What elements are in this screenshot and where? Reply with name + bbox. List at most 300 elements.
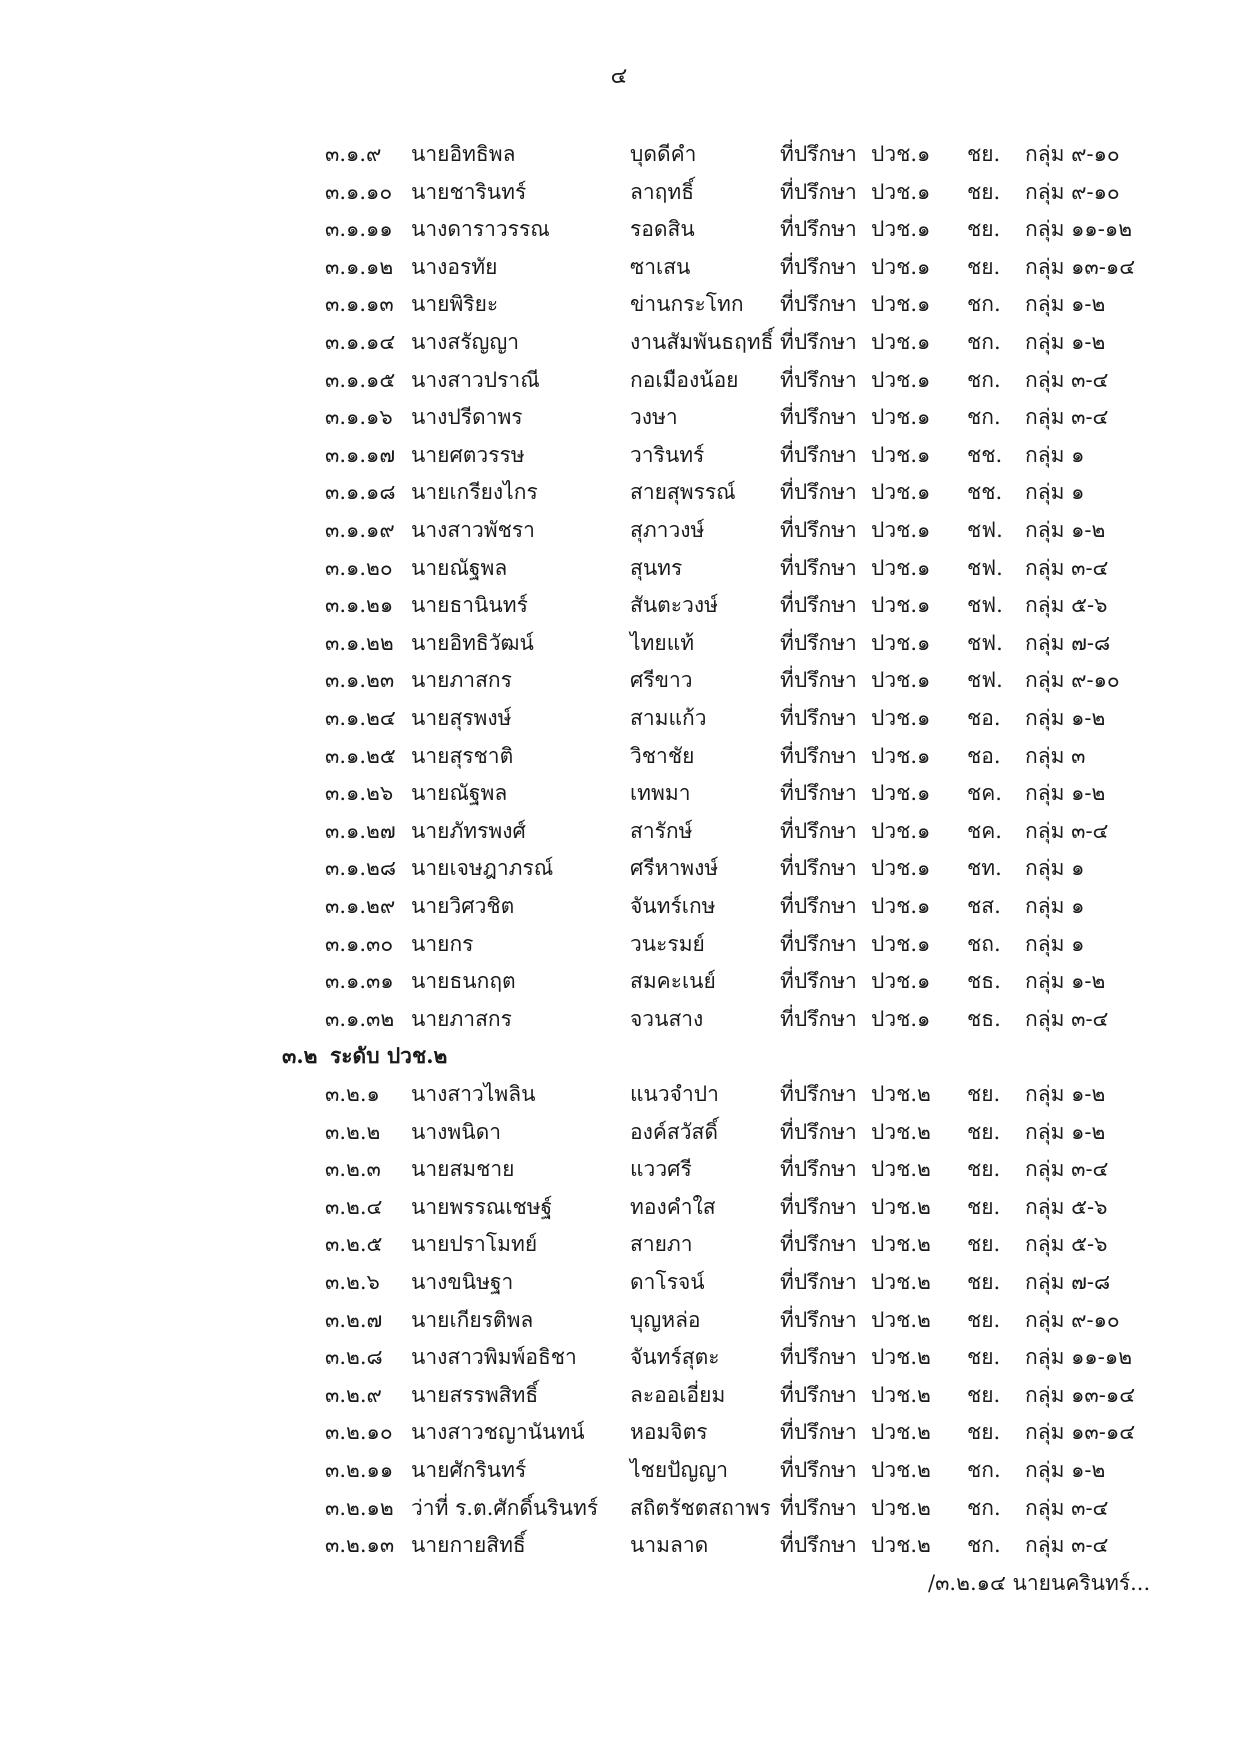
list-item-first: นายอิทธิวัฒน์ (411, 630, 534, 655)
list-item-code: ๓.๑.๒๔ (325, 706, 396, 730)
list-item-group: กลุ่ม ๑-๒ (1025, 969, 1106, 994)
list-item-last: ศรีขาว (630, 668, 693, 693)
list-item (0, 1490, 1238, 1526)
list-item-group: กลุ่ม ๑ (1025, 480, 1085, 505)
list-item-group: กลุ่ม ๙-๑๐ (1025, 179, 1120, 204)
list-item-group: กลุ่ม ๑๑-๑๒ (1025, 217, 1133, 242)
list-item-first: นายวิศวชิต (411, 894, 515, 918)
list-item-dept: ชก. (967, 405, 1001, 430)
list-item-group: กลุ่ม ๑-๒ (1025, 1458, 1106, 1482)
list-item-level: ปวช.๑ (871, 668, 931, 693)
list-item-role: ที่ปรึกษา (780, 593, 857, 618)
list-item-dept: ชท. (967, 856, 1002, 881)
list-item-group: กลุ่ม ๓-๔ (1025, 818, 1109, 843)
list-item-first: นายศักรินทร์ (411, 1458, 527, 1482)
list-item-dept: ชฟ. (967, 593, 1003, 618)
list-item-dept: ชฟ. (967, 668, 1003, 693)
list-item-first: นายเจษฎาภรณ์ (411, 856, 554, 881)
list-item-first: นางปรีดาพร (411, 405, 523, 430)
list-item-dept: ชถ. (967, 931, 1001, 956)
list-item-group: กลุ่ม ๑๓-๑๔ (1025, 1382, 1136, 1407)
list-item-last: แนวจำปา (630, 1082, 719, 1106)
list-item-first: นางสาวไพลิน (411, 1082, 536, 1106)
list-item-code: ๓.๑.๒๕ (325, 743, 396, 768)
list-item (0, 1189, 1238, 1225)
list-item-role: ที่ปรึกษา (780, 142, 857, 166)
list-item-group: กลุ่ม ๙-๑๐ (1025, 668, 1120, 693)
list-item (0, 1527, 1238, 1563)
list-item-role: ที่ปรึกษา (780, 1119, 857, 1144)
list-item-first: นายศตวรรษ (411, 442, 525, 467)
list-item-dept: ชอ. (967, 706, 1001, 730)
list-item-code: ๓.๑.๒๐ (325, 555, 393, 580)
list-item (0, 1151, 1238, 1187)
list-item-first: นายภาสกร (411, 1006, 512, 1031)
list-item-group: กลุ่ม ๕-๖ (1025, 593, 1108, 618)
list-item-code: ๓.๑.๓๑ (325, 969, 394, 994)
list-item (0, 1114, 1238, 1150)
list-item-dept: ชย. (967, 1345, 1001, 1370)
list-item-first: นายเกียรติพล (411, 1307, 534, 1332)
list-item-first: นายธานินทร์ (411, 593, 528, 618)
list-item-last: ซาเสน (630, 254, 691, 279)
list-item-group: กลุ่ม ๑๓-๑๔ (1025, 1420, 1136, 1445)
list-item-last: งานสัมพันธฤทธิ์ (630, 330, 774, 354)
section-code: ๓.๒ (282, 1043, 318, 1069)
list-item-dept: ชย. (967, 179, 1001, 204)
list-item-role: ที่ปรึกษา (780, 367, 857, 392)
list-item-level: ปวช.๑ (871, 142, 931, 166)
list-item-first: นางสาวพิมพ์อธิชา (411, 1345, 577, 1370)
list-item-last: สายภา (630, 1232, 693, 1257)
list-item-code: ๓.๒.๑๒ (325, 1495, 394, 1520)
list-item-dept: ชก. (967, 330, 1001, 354)
list-item-group: กลุ่ม ๑-๒ (1025, 706, 1106, 730)
list-item (0, 738, 1238, 774)
list-item-code: ๓.๑.๒๘ (325, 856, 397, 881)
list-item (0, 136, 1238, 172)
list-item (0, 1414, 1238, 1450)
list-item-group: กลุ่ม ๑-๒ (1025, 330, 1106, 354)
list-item (0, 1302, 1238, 1338)
list-item (0, 437, 1238, 473)
list-item-last: วงษา (630, 405, 678, 430)
list-item-dept: ชค. (967, 781, 1002, 806)
list-item (0, 662, 1238, 698)
list-item-last: ทองคำใส (630, 1194, 716, 1219)
list-item-last: จันทร์เกษ (630, 894, 716, 918)
list-item (0, 926, 1238, 962)
list-item (0, 1264, 1238, 1300)
list-item (0, 888, 1238, 924)
list-item-first: นายพรรณเชษฐ์ (411, 1194, 553, 1219)
list-item-code: ๓.๒.๒ (325, 1119, 381, 1144)
list-item-role: ที่ปรึกษา (780, 330, 857, 354)
list-item-code: ๓.๒.๙ (325, 1382, 382, 1407)
list-item (0, 1377, 1238, 1413)
list-item-group: กลุ่ม ๓ (1025, 743, 1086, 768)
list-item (0, 550, 1238, 586)
list-item-role: ที่ปรึกษา (780, 706, 857, 730)
list-item-first: นายชารินทร์ (411, 179, 527, 204)
list-item-first: นายภัทรพงศ์ (411, 818, 526, 843)
list-item-dept: ชย. (967, 142, 1001, 166)
list-item-last: ศรีหาพงษ์ (630, 856, 719, 881)
list-item-code: ๓.๑.๒๗ (325, 818, 396, 843)
list-item-code: ๓.๑.๒๖ (325, 781, 394, 806)
list-item-code: ๓.๑.๒๑ (325, 593, 394, 618)
list-item-role: ที่ปรึกษา (780, 630, 857, 655)
list-item-group: กลุ่ม ๑ (1025, 442, 1085, 467)
list-item (0, 399, 1238, 435)
list-item-level: ปวช.๒ (871, 1345, 931, 1370)
list-item-dept: ชย. (967, 1194, 1001, 1219)
list-item-dept: ชย. (967, 254, 1001, 279)
list-item-role: ที่ปรึกษา (780, 781, 857, 806)
list-item-dept: ชย. (967, 1157, 1001, 1182)
list-item-last: ไชยปัญญา (630, 1458, 729, 1482)
list-item-last: นามลาด (630, 1533, 709, 1558)
list-item-group: กลุ่ม ๕-๖ (1025, 1232, 1108, 1257)
list-item-group: กลุ่ม ๑ (1025, 856, 1085, 881)
list-item (0, 963, 1238, 999)
list-item-group: กลุ่ม ๙-๑๐ (1025, 1307, 1120, 1332)
list-item-role: ที่ปรึกษา (780, 1495, 857, 1520)
list-item-role: ที่ปรึกษา (780, 405, 857, 430)
list-item-last: สุนทร (630, 555, 683, 580)
list-item (0, 1452, 1238, 1488)
list-item-role: ที่ปรึกษา (780, 179, 857, 204)
list-item-last: ข่านกระโทก (630, 292, 744, 317)
list-item-level: ปวช.๑ (871, 480, 931, 505)
list-item-dept: ชส. (967, 894, 1001, 918)
list-item-code: ๓.๑.๑๒ (325, 254, 394, 279)
list-item (0, 813, 1238, 849)
list-item (0, 1076, 1238, 1112)
list-item-role: ที่ปรึกษา (780, 292, 857, 317)
list-item-dept: ชย. (967, 217, 1001, 242)
list-item-role: ที่ปรึกษา (780, 1345, 857, 1370)
list-item-last: วิชาชัย (630, 743, 695, 768)
list-item-code: ๓.๑.๑๘ (325, 480, 396, 505)
list-item-last: บุญหล่อ (630, 1307, 701, 1332)
list-item-first: นางพนิดา (411, 1119, 502, 1144)
list-item-level: ปวช.๑ (871, 781, 931, 806)
list-item-role: ที่ปรึกษา (780, 555, 857, 580)
list-item-group: กลุ่ม ๑ (1025, 931, 1085, 956)
list-item-code: ๓.๒.๑๑ (325, 1458, 394, 1482)
list-item-dept: ชฟ. (967, 630, 1003, 655)
list-item-group: กลุ่ม ๑๑-๑๒ (1025, 1345, 1133, 1370)
list-item-last: สถิตรัชตสถาพร (630, 1495, 771, 1520)
list-item (0, 286, 1238, 322)
list-item-first: นายณัฐพล (411, 781, 508, 806)
list-item-last: รอดสิน (630, 217, 695, 242)
list-item-code: ๓.๑.๒๒ (325, 630, 394, 655)
list-item-first: นายอิทธิพล (411, 142, 516, 166)
list-item-first: นายเกรียงไกร (411, 480, 538, 505)
list-item-last: จวนสาง (630, 1006, 704, 1031)
list-item-role: ที่ปรึกษา (780, 743, 857, 768)
list-item-dept: ชย. (967, 1232, 1001, 1257)
list-item-last: องค์สวัสดิ์ (630, 1119, 718, 1144)
list-item-last: ละออเอี่ยม (630, 1382, 726, 1407)
list-item-level: ปวช.๒ (871, 1157, 931, 1182)
list-item-first: นางสรัญญา (411, 330, 520, 354)
list-item-role: ที่ปรึกษา (780, 818, 857, 843)
list-item-level: ปวช.๑ (871, 367, 931, 392)
list-item-last: ดาโรจน์ (630, 1270, 705, 1294)
list-item-role: ที่ปรึกษา (780, 1382, 857, 1407)
list-item-level: ปวช.๑ (871, 442, 931, 467)
list-item-level: ปวช.๑ (871, 630, 931, 655)
list-item-role: ที่ปรึกษา (780, 668, 857, 693)
list-item-group: กลุ่ม ๑-๒ (1025, 1082, 1106, 1106)
list-item (0, 174, 1238, 210)
list-item (0, 775, 1238, 811)
list-item-first: นายกายสิทธิ์ (411, 1533, 526, 1558)
list-item-group: กลุ่ม ๓-๔ (1025, 1006, 1109, 1031)
list-item-code: ๓.๑.๑๗ (325, 442, 396, 467)
list-item (0, 1001, 1238, 1037)
list-item (0, 474, 1238, 510)
list-item (0, 850, 1238, 886)
list-item-role: ที่ปรึกษา (780, 894, 857, 918)
list-item-role: ที่ปรึกษา (780, 1533, 857, 1558)
list-item-group: กลุ่ม ๓-๔ (1025, 1533, 1109, 1558)
list-item-dept: ชย. (967, 1307, 1001, 1332)
list-item-level: ปวช.๑ (871, 292, 931, 317)
list-item-dept: ชก. (967, 367, 1001, 392)
list-item-role: ที่ปรึกษา (780, 1458, 857, 1482)
list-item-role: ที่ปรึกษา (780, 442, 857, 467)
list-item (0, 249, 1238, 285)
list-item-dept: ชฟ. (967, 555, 1003, 580)
list-item-group: กลุ่ม ๗-๘ (1025, 1270, 1111, 1294)
list-item-role: ที่ปรึกษา (780, 1270, 857, 1294)
list-item (0, 512, 1238, 548)
list-item-dept: ชย. (967, 1420, 1001, 1445)
list-item-group: กลุ่ม ๗-๘ (1025, 630, 1111, 655)
list-item-level: ปวช.๑ (871, 856, 931, 881)
list-item-group: กลุ่ม ๓-๔ (1025, 555, 1109, 580)
list-item-role: ที่ปรึกษา (780, 1194, 857, 1219)
list-item-code: ๓.๑.๑๔ (325, 330, 396, 354)
list-item-first: นายสุรชาติ (411, 743, 514, 768)
list-item-group: กลุ่ม ๑-๒ (1025, 1119, 1106, 1144)
list-item-code: ๓.๑.๙ (325, 142, 382, 166)
list-item-last: กอเมืองน้อย (630, 367, 739, 392)
list-item-level: ปวช.๒ (871, 1270, 931, 1294)
list-item-first: นายสุรพงษ์ (411, 706, 512, 730)
list-item-group: กลุ่ม ๑-๒ (1025, 292, 1106, 317)
list-item-level: ปวช.๑ (871, 931, 931, 956)
list-item-dept: ชอ. (967, 743, 1001, 768)
list-item (0, 700, 1238, 736)
list-item-level: ปวช.๑ (871, 555, 931, 580)
list-item-code: ๓.๑.๓๒ (325, 1006, 395, 1031)
list-item-level: ปวช.๒ (871, 1119, 931, 1144)
list-item-first: นายสมชาย (411, 1157, 515, 1182)
list-item-level: ปวช.๒ (871, 1458, 931, 1482)
list-item (0, 362, 1238, 398)
list-item-level: ปวช.๒ (871, 1495, 931, 1520)
list-item-role: ที่ปรึกษา (780, 480, 857, 505)
list-item-first: นายณัฐพล (411, 555, 508, 580)
list-item-code: ๓.๒.๗ (325, 1307, 383, 1332)
list-item-first: นายธนกฤต (411, 969, 516, 994)
list-item-level: ปวช.๑ (871, 743, 931, 768)
list-item (0, 211, 1238, 247)
list-item-level: ปวช.๒ (871, 1194, 931, 1219)
list-item-dept: ชก. (967, 1495, 1001, 1520)
list-item-role: ที่ปรึกษา (780, 969, 857, 994)
list-item-last: หอมจิตร (630, 1420, 708, 1445)
list-item-last: สายสุพรรณ์ (630, 480, 736, 505)
list-item-dept: ชก. (967, 292, 1001, 317)
list-item-first: นางสาวชญานันทน์ (411, 1420, 585, 1445)
list-item-code: ๓.๑.๓๐ (325, 931, 394, 956)
list-item-dept: ชธ. (967, 969, 1001, 994)
list-item-first: นางสาวพัชรา (411, 518, 535, 542)
list-item-group: กลุ่ม ๑-๒ (1025, 518, 1106, 542)
list-item-code: ๓.๒.๓ (325, 1157, 381, 1182)
list-item (0, 587, 1238, 623)
list-item-role: ที่ปรึกษา (780, 931, 857, 956)
list-item-group: กลุ่ม ๓-๔ (1025, 1157, 1109, 1182)
list-item-level: ปวช.๑ (871, 593, 931, 618)
list-item-dept: ชค. (967, 818, 1002, 843)
list-item-level: ปวช.๑ (871, 1006, 931, 1031)
list-item-level: ปวช.๒ (871, 1232, 931, 1257)
list-item-last: สารักษ์ (630, 818, 693, 843)
list-item-code: ๓.๑.๑๙ (325, 518, 395, 542)
list-item-level: ปวช.๒ (871, 1420, 931, 1445)
list-item-group: กลุ่ม ๕-๖ (1025, 1194, 1108, 1219)
list-item-code: ๓.๑.๒๓ (325, 668, 395, 693)
list-item-first: นายปราโมทย์ (411, 1232, 538, 1257)
list-item-last: สามแก้ว (630, 706, 707, 730)
list-item-dept: ชย. (967, 1119, 1001, 1144)
list-item-code: ๓.๑.๑๑ (325, 217, 393, 242)
list-item-level: ปวช.๑ (871, 969, 931, 994)
list-item-code: ๓.๑.๑๓ (325, 292, 394, 317)
list-item-last: สุภาวงษ์ (630, 518, 705, 542)
list-item-last: สันตะวงษ์ (630, 593, 718, 618)
list-item-first: นายสรรพสิทธิ์ (411, 1382, 539, 1407)
list-item-dept: ชช. (967, 442, 1003, 467)
list-item (0, 1226, 1238, 1262)
list-item-level: ปวช.๑ (871, 818, 931, 843)
list-item-level: ปวช.๑ (871, 706, 931, 730)
list-item-role: ที่ปรึกษา (780, 856, 857, 881)
list-item-role: ที่ปรึกษา (780, 254, 857, 279)
list-item-last: ลาฤทธิ์ (630, 179, 695, 204)
list-item-last: วารินทร์ (630, 442, 705, 467)
list-item-last: สมคะเนย์ (630, 969, 716, 994)
list-item-group: กลุ่ม ๓-๔ (1025, 1495, 1109, 1520)
list-item-level: ปวช.๑ (871, 330, 931, 354)
list-item-role: ที่ปรึกษา (780, 217, 857, 242)
list-item-first: นางดาราวรรณ (411, 217, 550, 242)
list-item-last: แววศรี (630, 1157, 692, 1182)
page-number: ๔ (610, 64, 628, 89)
list-item-first: นายกร (411, 931, 474, 956)
continuation-note: /๓.๒.๑๔ นายนครินทร์... (928, 1571, 1151, 1595)
list-item-last: วนะรมย์ (630, 931, 705, 956)
list-item (0, 1339, 1238, 1375)
list-item-level: ปวช.๑ (871, 179, 931, 204)
list-item-group: กลุ่ม ๑-๒ (1025, 781, 1106, 806)
list-item-last: บุดดีคำ (630, 142, 697, 166)
list-item-role: ที่ปรึกษา (780, 1157, 857, 1182)
list-item-role: ที่ปรึกษา (780, 1307, 857, 1332)
list-item-first: นายภาสกร (411, 668, 512, 693)
list-item-first: ว่าที่ ร.ต.ศักดิ์นรินทร์ (411, 1495, 599, 1520)
list-item-code: ๓.๑.๒๙ (325, 894, 396, 918)
list-item-level: ปวช.๒ (871, 1533, 931, 1558)
list-item-code: ๓.๒.๑๓ (325, 1533, 395, 1558)
list-item-first: นายพิริยะ (411, 292, 499, 317)
list-item-level: ปวช.๑ (871, 217, 931, 242)
list-item-first: นางสาวปราณี (411, 367, 540, 392)
list-item-role: ที่ปรึกษา (780, 1232, 857, 1257)
list-item-code: ๓.๒.๕ (325, 1232, 383, 1257)
list-item-dept: ชช. (967, 480, 1003, 505)
list-item-group: กลุ่ม ๑ (1025, 894, 1085, 918)
list-item-level: ปวช.๑ (871, 405, 931, 430)
list-item-group: กลุ่ม ๑๓-๑๔ (1025, 254, 1136, 279)
list-item (0, 324, 1238, 360)
list-item-dept: ชย. (967, 1270, 1001, 1294)
list-item (0, 625, 1238, 661)
list-item-dept: ชฟ. (967, 518, 1003, 542)
list-item-code: ๓.๑.๑๕ (325, 367, 396, 392)
list-item-group: กลุ่ม ๙-๑๐ (1025, 142, 1120, 166)
list-item-code: ๓.๒.๑ (325, 1082, 380, 1106)
list-item-code: ๓.๒.๖ (325, 1270, 380, 1294)
list-item-level: ปวช.๑ (871, 254, 931, 279)
list-item-dept: ชก. (967, 1458, 1001, 1482)
list-item-code: ๓.๒.๑๐ (325, 1420, 393, 1445)
list-item-code: ๓.๒.๔ (325, 1194, 383, 1219)
list-item-level: ปวช.๒ (871, 1082, 931, 1106)
list-item-level: ปวช.๒ (871, 1382, 931, 1407)
list-item-level: ปวช.๒ (871, 1307, 931, 1332)
list-item-role: ที่ปรึกษา (780, 1420, 857, 1445)
list-item-last: จันทร์สุตะ (630, 1345, 720, 1370)
list-item-last: ไทยแท้ (630, 630, 695, 655)
list-item-code: ๓.๑.๑๐ (325, 179, 393, 204)
list-item-role: ที่ปรึกษา (780, 1082, 857, 1106)
list-item-code: ๓.๒.๘ (325, 1345, 383, 1370)
list-item-group: กลุ่ม ๓-๔ (1025, 367, 1109, 392)
list-item-group: กลุ่ม ๓-๔ (1025, 405, 1109, 430)
list-item-level: ปวช.๑ (871, 894, 931, 918)
list-item-dept: ชธ. (967, 1006, 1001, 1031)
list-item-dept: ชย. (967, 1082, 1001, 1106)
list-item-role: ที่ปรึกษา (780, 1006, 857, 1031)
list-item-level: ปวช.๑ (871, 518, 931, 542)
list-item-first: นางขนิษฐา (411, 1270, 514, 1294)
list-item-role: ที่ปรึกษา (780, 518, 857, 542)
list-item-first: นางอรทัย (411, 254, 498, 279)
list-item-dept: ชก. (967, 1533, 1001, 1558)
list-item-dept: ชย. (967, 1382, 1001, 1407)
list-item-last: เทพมา (630, 781, 691, 806)
section-title: ระดับ ปวช.๒ (330, 1043, 448, 1069)
list-item-code: ๓.๑.๑๖ (325, 405, 393, 430)
